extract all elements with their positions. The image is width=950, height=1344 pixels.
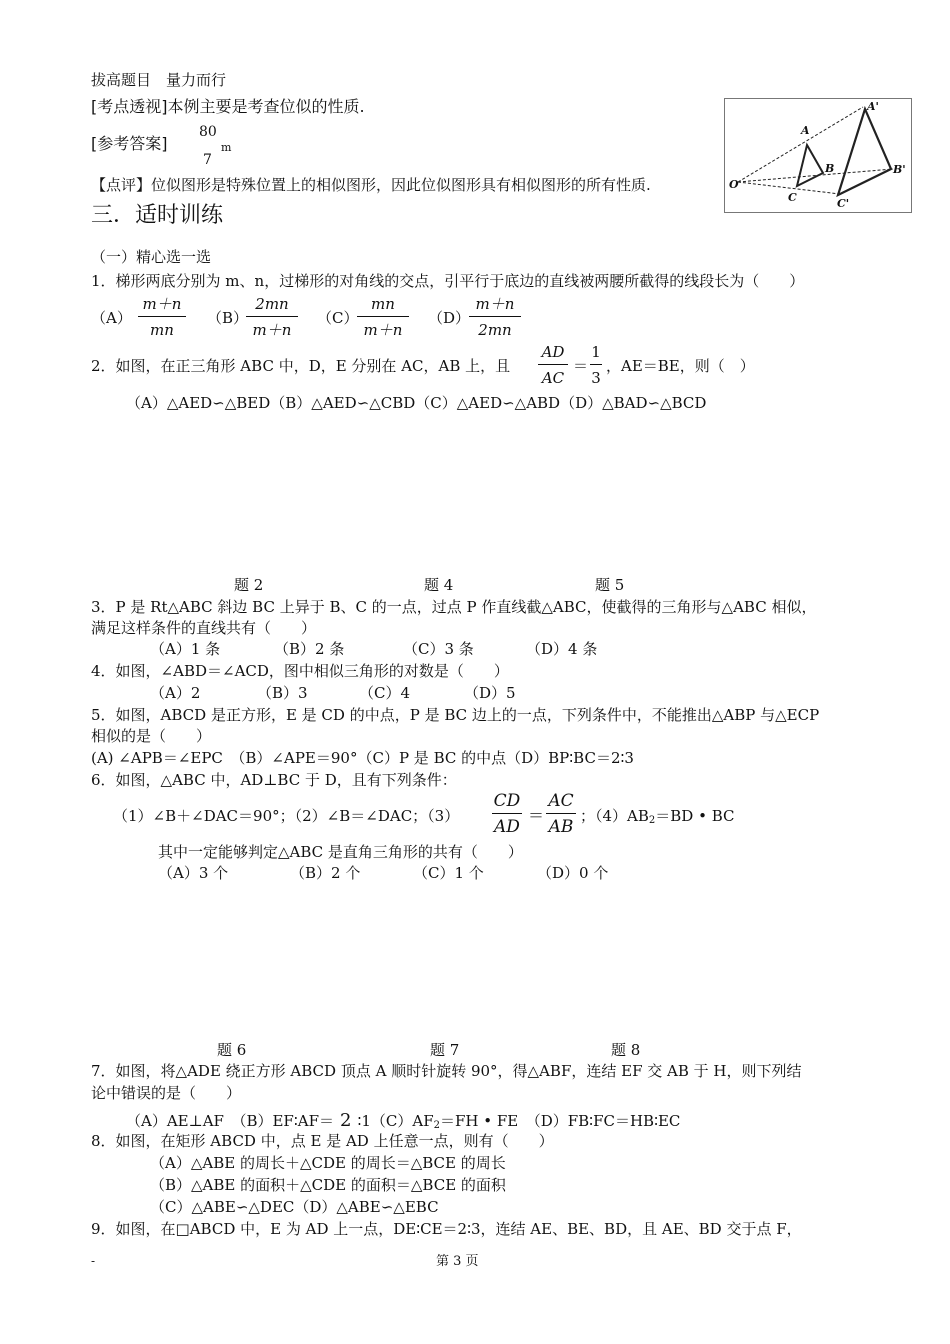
caption-q2: 题 2 xyxy=(234,576,264,594)
q2-frac1-num: AD xyxy=(541,343,565,361)
q3-option-c: （C）3 条 xyxy=(403,640,474,658)
q1-option-d-fraction xyxy=(467,295,523,339)
q2-fraction-ad-ac xyxy=(536,343,570,387)
q7-line1: 7．如图，将△ADE 绕正方形 ABCD 顶点 A 顺时针旋转 90°，得△ABF，连结 EF 交 AB 于 H，则下列结 xyxy=(91,1062,802,1080)
q2-options: （A）△AED∽△BED（B）△AED∽△CBD（C）△AED∽△ABD（D）△BAD∽△BCD xyxy=(126,394,707,412)
q1-b-num: 2mn xyxy=(255,295,289,313)
label-c: C xyxy=(788,191,797,204)
q5-options: (A) ∠APB＝∠EPC （B）∠APE＝90°（C）P 是 BC 的中点（D）BP∶BC＝2∶3 xyxy=(91,749,634,767)
q6-line3: 其中一定能够判定△ABC 是直角三角形的共有（ ） xyxy=(158,843,523,861)
q1-c-num: mn xyxy=(371,295,395,313)
q1-a-num: m＋n xyxy=(142,295,182,313)
q4-option-c: （C）4 xyxy=(359,684,411,702)
q6-frac1-den: AD xyxy=(494,817,520,837)
q7-opt-b: ∶1（C）AF xyxy=(357,1112,434,1130)
homothety-figure xyxy=(724,98,912,213)
fraction-bar xyxy=(469,316,521,317)
q6-line1: 6．如图，△ABC 中，AD⊥BC 于 D，且有下列条件： xyxy=(91,771,457,789)
answer-numerator: 80 xyxy=(199,124,217,140)
kaodian-text: [考点透视]本例主要是考查位似的性质. xyxy=(91,97,365,116)
caption-q7: 题 7 xyxy=(430,1041,460,1059)
q1-a-den: mn xyxy=(150,321,174,339)
q6-conditions-b xyxy=(580,807,735,830)
q6-fraction-ac-ab xyxy=(544,792,578,836)
caption-q8: 题 8 xyxy=(611,1041,641,1059)
q4-option-b: （B）3 xyxy=(257,684,308,702)
q2-frac2-num: 1 xyxy=(591,343,601,361)
q2-stem-a: 2．如图，在正三角形 ABC 中，D，E 分别在 AC，AB 上，且 xyxy=(91,357,511,375)
q7-opt-big: 2 xyxy=(340,1110,352,1131)
q3-option-b: （B）2 条 xyxy=(274,640,345,658)
section-subtitle: （一）精心选一选 xyxy=(91,248,212,266)
label-b: B xyxy=(825,162,835,175)
label-b-prime: B' xyxy=(893,163,906,176)
triangle-abc xyxy=(797,145,823,186)
header-line: 拔高题目 量力而行 xyxy=(91,71,227,89)
q1-d-den: 2mn xyxy=(478,321,512,339)
homothety-diagram xyxy=(725,99,911,212)
fraction-bar xyxy=(538,364,568,365)
q7-opt-c: ＝FH • FE （D）FB∶FC＝HB∶EC xyxy=(440,1112,681,1130)
q1-option-d-label: （D） xyxy=(428,309,471,327)
q1-d-num: m＋n xyxy=(475,295,515,313)
q6-fraction-cd-ad xyxy=(490,792,524,836)
q2-equals: ＝ xyxy=(573,357,589,375)
q1-stem: 1．梯形两底分别为 m、n，过梯形的对角线的交点，引平行于底边的直线被两腰所截得的线段长为（ ） xyxy=(91,272,805,290)
label-c-prime: C' xyxy=(837,197,850,210)
footer-dash: - xyxy=(91,1254,96,1268)
q8-option-b: （B）△ABE 的面积＋△CDE 的面积＝△BCE 的面积 xyxy=(150,1176,506,1194)
q5-line2: 相似的是（ ） xyxy=(91,727,212,745)
q2-frac2-den: 3 xyxy=(591,369,601,387)
q6-option-a: （A）3 个 xyxy=(158,864,229,882)
fraction-bar xyxy=(590,364,602,365)
q1-option-b-fraction xyxy=(244,295,300,339)
q6-option-d: （D）0 个 xyxy=(537,864,609,882)
triangle-abc-prime xyxy=(838,109,891,195)
fraction-bar xyxy=(357,316,409,317)
q2-frac1-den: AC xyxy=(541,369,565,387)
q6-frac1-num: CD xyxy=(493,791,521,811)
q6-superscript: 2 xyxy=(648,815,656,826)
caption-q5: 题 5 xyxy=(595,576,625,594)
fraction-bar xyxy=(246,316,298,317)
section-title: 三．适时训练 xyxy=(91,203,224,228)
label-a: A xyxy=(801,124,810,137)
fraction-bar xyxy=(138,316,186,317)
q7-opt-a: （A）AE⊥AF （B）EF∶AF＝ xyxy=(126,1112,334,1130)
q1-option-c-label: （C） xyxy=(317,309,359,327)
q2-fraction-one-third xyxy=(588,343,604,387)
q6-cond-c-text: ＝BD • BC xyxy=(655,807,735,825)
q4-option-d: （D）5 xyxy=(464,684,516,702)
answer-denominator: 7 xyxy=(203,152,212,168)
q3-line1: 3．P 是 Rt△ABC 斜边 BC 上异于 B、C 的一点，过点 P 作直线截△ABC，使截得的三角形与△ABC 相似， xyxy=(91,598,817,616)
q8-option-a: （A）△ABE 的周长＋△CDE 的周长＝△BCE 的周长 xyxy=(150,1154,506,1172)
q2-stem-b: ，AE＝BE，则（ ） xyxy=(606,357,755,375)
q5-line1: 5．如图，ABCD 是正方形，E 是 CD 的中点，P 是 BC 边上的一点，下列条件中，不能推出△ABP 与△ECP xyxy=(91,706,820,724)
q1-option-c-fraction xyxy=(355,295,411,339)
q1-c-den: m＋n xyxy=(363,321,403,339)
q4-line1: 4．如图，∠ABD＝∠ACD，图中相似三角形的对数是（ ） xyxy=(91,662,509,680)
q9-line1: 9．如图，在□ABCD 中，E 为 AD 上一点，DE∶CE＝2∶3，连结 AE、BE、BD，且 AE、BD 交于点 F， xyxy=(91,1220,802,1238)
comment-text: 【点评】位似图形是特殊位置上的相似图形，因此位似图形具有相似图形的所有性质. xyxy=(91,176,651,194)
caption-q4: 题 4 xyxy=(424,576,454,594)
q6-frac2-num: AC xyxy=(548,791,574,811)
q6-option-b: （B）2 个 xyxy=(290,864,361,882)
page-number: 第 3 页 xyxy=(436,1254,479,1269)
q6-cond-b-text: ；（4）AB xyxy=(580,807,649,825)
fraction-bar xyxy=(546,813,576,814)
fraction-bar xyxy=(492,813,522,814)
q1-option-a-fraction xyxy=(136,295,188,339)
q3-line2: 满足这样条件的直线共有（ ） xyxy=(91,619,317,637)
q7-line2: 论中错误的是（ ） xyxy=(91,1084,242,1102)
q4-option-a: （A）2 xyxy=(150,684,201,702)
q6-option-c: （C）1 个 xyxy=(413,864,484,882)
q1-option-a-label: （A） xyxy=(91,309,132,327)
q3-option-a: （A）1 条 xyxy=(150,640,221,658)
label-a-prime: A' xyxy=(867,100,879,113)
q3-option-d: （D）4 条 xyxy=(526,640,598,658)
q7-superscript: 2 xyxy=(433,1120,440,1131)
q6-conditions-a: （1）∠B＋∠DAC＝90°；（2）∠B＝∠DAC；（3） xyxy=(113,807,460,825)
q8-option-cd: （C）△ABE∽△DEC（D）△ABE∽△EBC xyxy=(150,1198,439,1216)
q1-b-den: m＋n xyxy=(252,321,292,339)
q1-option-b-label: （B） xyxy=(207,309,249,327)
q8-line1: 8．如图，在矩形 ABCD 中，点 E 是 AD 上任意一点，则有（ ） xyxy=(91,1132,554,1150)
label-o: O xyxy=(729,178,739,191)
answer-unit: m xyxy=(221,141,232,154)
q6-equals: ＝ xyxy=(528,806,545,825)
caption-q6: 题 6 xyxy=(217,1041,247,1059)
q6-frac2-den: AB xyxy=(548,817,574,837)
answer-label: [参考答案] xyxy=(91,134,168,153)
